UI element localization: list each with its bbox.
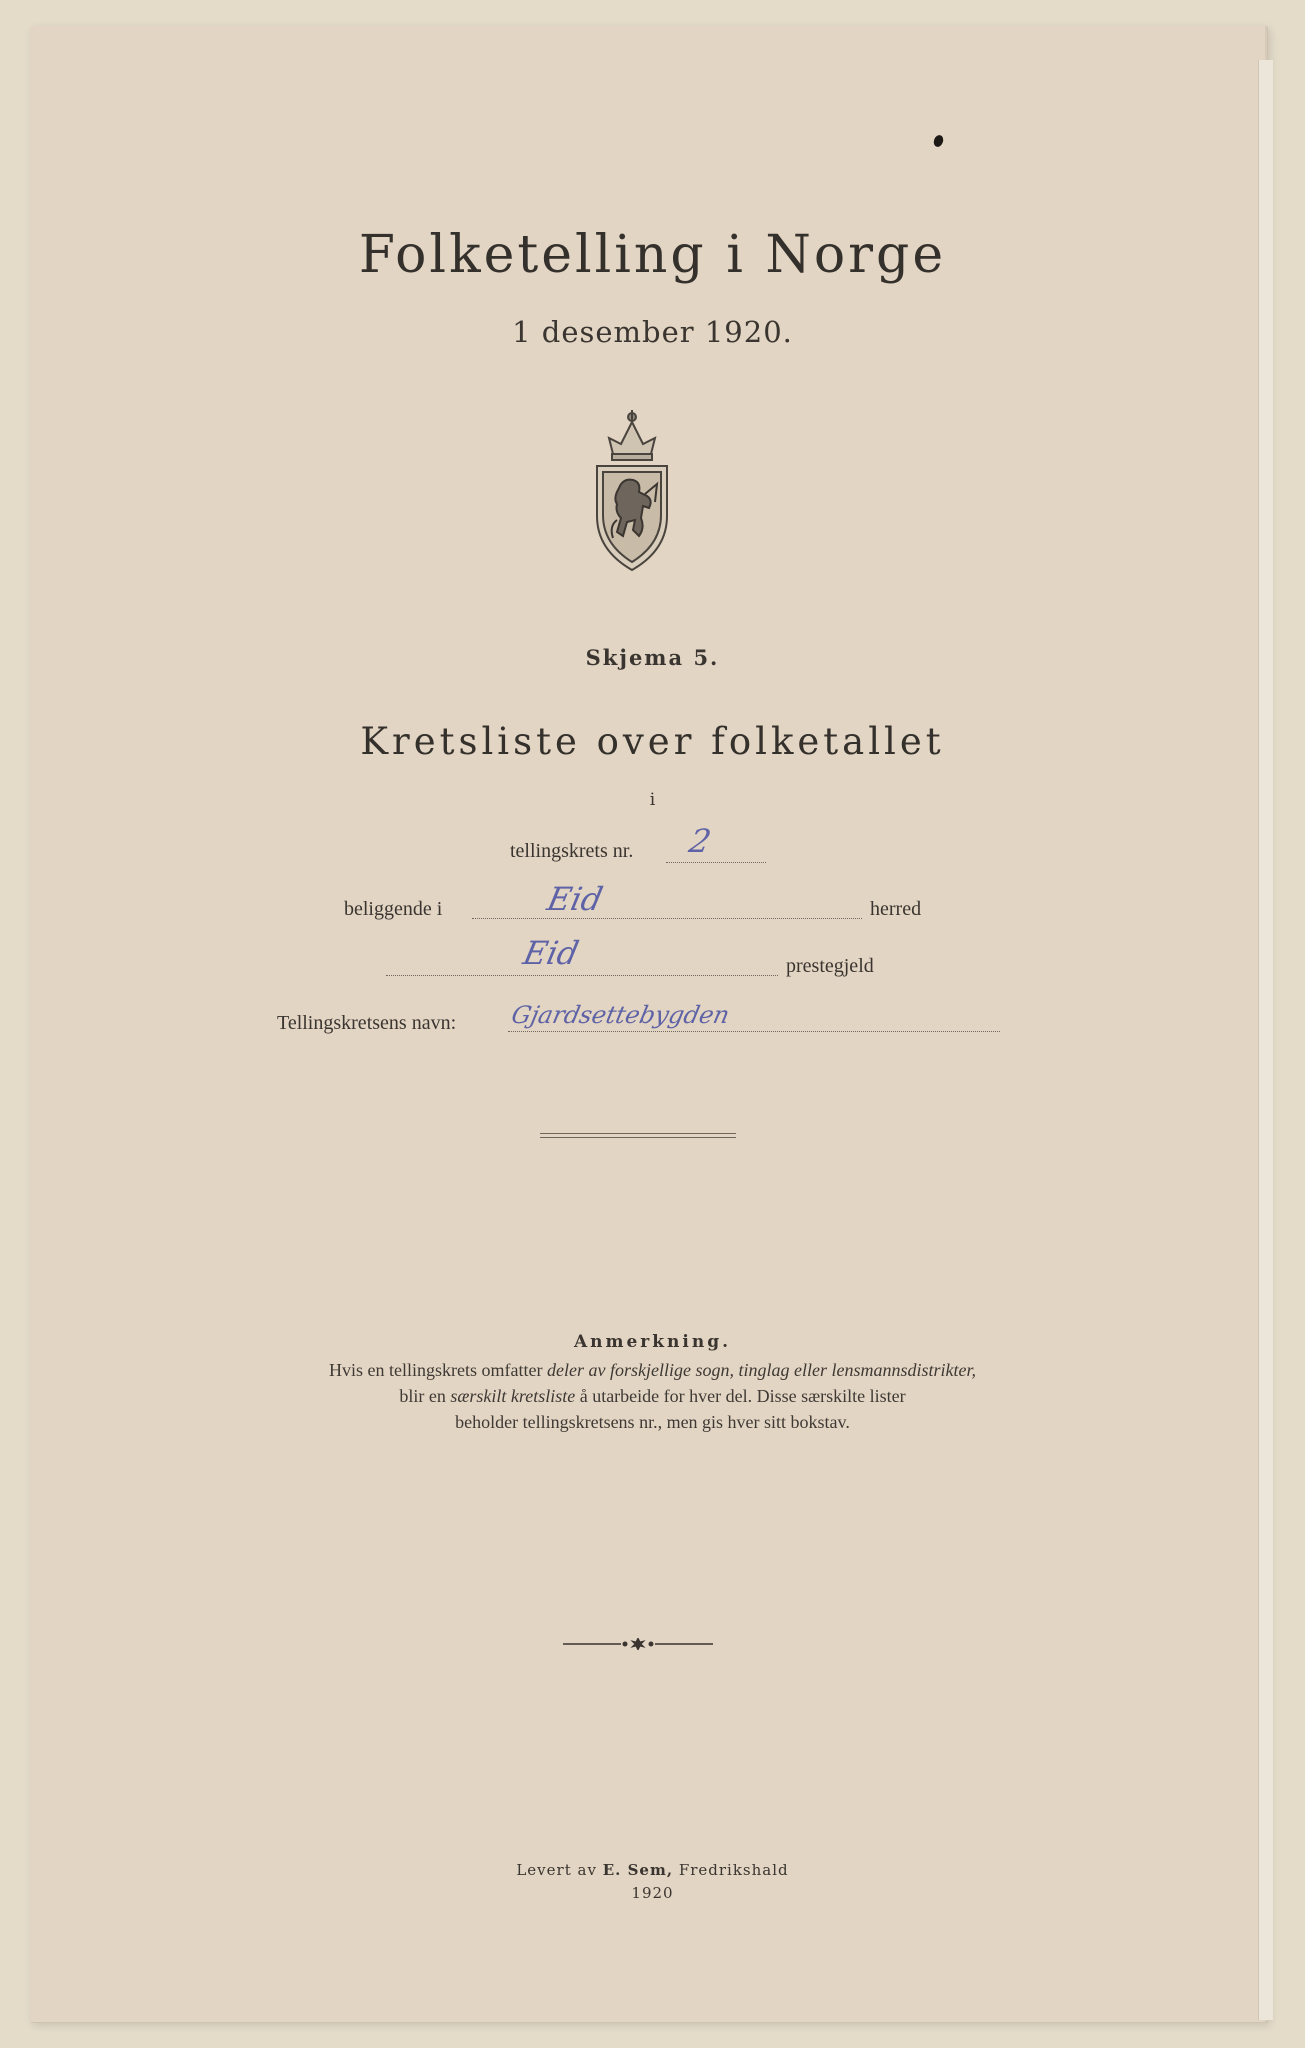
document-date: 1 desember 1920. [512,315,793,349]
document-title: Folketelling i Norge [358,225,947,285]
print-year: 1920 [631,1884,674,1902]
section-divider [540,1133,736,1138]
parish-suffix: prestegjeld [786,955,874,977]
printer-name: E. Sem, [602,1861,674,1879]
connector-text: i [649,790,656,810]
ornament-divider-icon [563,1638,713,1650]
schema-number: Skjema 5. [585,645,720,670]
municipality-suffix: herred [870,898,922,920]
municipality-value: Eid [543,880,607,918]
circuit-name-value: Gjardsettebygden [509,1001,733,1029]
page-edge [1258,60,1273,2020]
note-line-2-emphasis: særskilt kretsliste [450,1386,576,1406]
printer-location: Fredrikshald [673,1861,789,1879]
note-line-2 [0,1386,1305,1407]
form-heading: Kretsliste over folketallet [360,720,945,763]
printer-credit [0,1861,1305,1879]
municipality-prefix: beliggende i [344,898,443,920]
note-line-2-text-a: blir en [399,1386,451,1406]
note-title: Anmerkning. [573,1332,732,1352]
parish-line [386,975,778,976]
district-number-line [666,862,766,863]
circuit-name-line [508,1031,1000,1032]
district-number-label: tellingskrets nr. [510,840,634,862]
note-line-3: beholder tellingskretsens nr., men gis hver sitt bokstav. [455,1412,850,1432]
printer-credit-prefix: Levert av [516,1861,603,1879]
municipality-line [472,918,862,919]
coat-of-arms-icon [583,408,681,573]
note-line-1 [0,1360,1305,1381]
note-line-2-text-b: å utarbeide for hver del. Disse særskilte lister [575,1386,906,1406]
note-line-1-text: Hvis en tellingskrets omfatter [329,1360,547,1380]
note-line-1-emphasis: deler av forskjellige sogn, tinglag eller lensmannsdistrikter, [547,1360,976,1380]
district-number-value: 2 [685,822,715,860]
circuit-name-label: Tellingskretsens navn: [277,1012,457,1034]
parish-value: Eid [519,934,583,972]
